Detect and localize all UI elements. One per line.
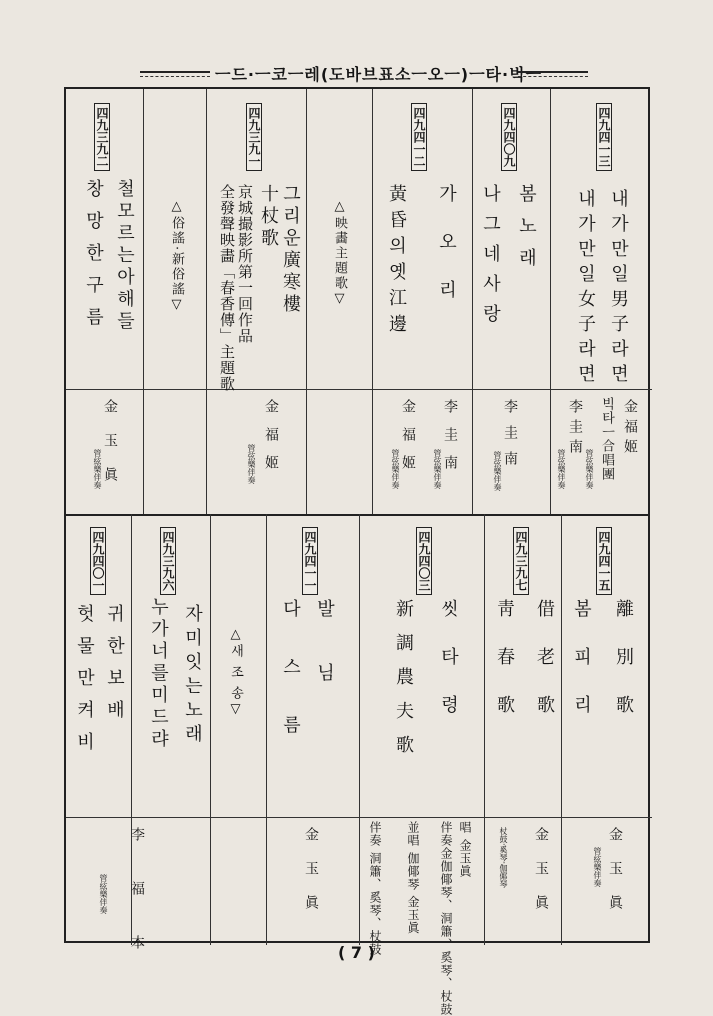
header-ornament-left [140, 71, 210, 77]
record-number: 四九四一二 [411, 103, 427, 171]
col-divider [306, 89, 307, 514]
song-title: 黃昏의옛江邊 [386, 184, 407, 340]
song-title: 봄노래 [516, 184, 537, 280]
col-divider [359, 514, 360, 945]
song-title: 다스름 [280, 599, 301, 773]
song-subtitle: 京城撮影所第一回作品 [236, 184, 254, 344]
header-title: ㅡ드·ㅡ코ㅡ레(도바브표소ㅡ오ㅡ)ㅡ타·빅ㅡ [215, 65, 542, 84]
section-category: △새 조 송▽ [228, 627, 243, 719]
record-number: 四九三九二 [94, 103, 110, 171]
record-number: 四九四〇一 [90, 527, 106, 595]
accompaniment: 管絃樂伴奏 [99, 874, 108, 914]
col-divider [472, 89, 473, 514]
col-divider [143, 89, 144, 514]
record-number: 四九三九七 [513, 527, 529, 595]
song-title: 누가너를미드랴 [148, 597, 169, 751]
catalog-table [64, 87, 650, 1016]
accompaniment: 管弦樂伴奏 [433, 449, 442, 489]
song-subtitle: 全發聲映畵「春香傳」主題歌 [218, 184, 236, 392]
accompaniment: 杖鼓·奚琴·伽倻琴 [499, 827, 508, 889]
song-title: 新調農夫歌 [393, 599, 414, 769]
col-divider [550, 89, 551, 514]
accompaniment: 管絃樂伴奏 [93, 449, 102, 489]
record-number: 四九四一一 [302, 527, 318, 595]
accompaniment: 管弦樂伴奏 [391, 449, 400, 489]
performer: 金玉眞 [607, 827, 623, 929]
accompaniment: 伴奏 洞簫、奚琴、杖鼓 [368, 821, 382, 956]
page-header [0, 58, 713, 88]
song-title: 靑春歌 [494, 599, 515, 743]
col-divider [484, 514, 485, 945]
performer: 金玉眞 [533, 827, 549, 929]
record-number: 四九四〇三 [416, 527, 432, 595]
accompaniment: 管弦樂伴奏 [585, 449, 594, 489]
record-number: 四九四一五 [596, 527, 612, 595]
performer: 並唱 伽倻琴 金玉眞 [406, 821, 420, 935]
song-title: 나그네사랑 [480, 184, 501, 334]
song-title: 창망한구름 [83, 179, 104, 339]
song-title: 발님 [314, 599, 335, 727]
performer: 李圭南 [567, 399, 583, 459]
song-title: 씻타령 [438, 599, 459, 743]
performer: 金福姬 [622, 399, 638, 459]
record-number: 四九四一三 [596, 103, 612, 171]
song-title: 借老歌 [534, 599, 555, 743]
top-row-inner-divider [66, 389, 652, 390]
performer: 李圭南 [502, 399, 518, 477]
performer-group: 빅타ㅡ合唱團 [599, 397, 614, 481]
song-title: 十杖歌 [258, 184, 279, 250]
song-title: 헛물만켜비 [74, 604, 95, 764]
song-title: 자미잇는노래 [182, 604, 203, 748]
col-divider [266, 514, 267, 945]
song-title: 내가만일女子라면 [575, 189, 596, 389]
accompaniment: 管弦樂伴奏 [247, 444, 256, 484]
song-title: 귀한보배 [104, 604, 125, 732]
col-divider [206, 89, 207, 514]
performer: 金福姬 [263, 399, 279, 483]
col-divider [372, 89, 373, 514]
section-category: △映畵主題歌▽ [332, 199, 347, 308]
header-ornament-right [518, 71, 588, 77]
accompaniment: 管弦樂伴奏 [493, 451, 502, 491]
record-number: 四九三九一 [246, 103, 262, 171]
page-number: ( 7 ) [338, 943, 375, 962]
performer: 金福姬 [400, 399, 416, 483]
song-title: 내가만일男子라면 [608, 189, 629, 389]
record-number: 四九四〇九 [501, 103, 517, 171]
col-divider [210, 514, 211, 945]
song-title: 가오리 [436, 184, 457, 328]
performer: 唱 金玉眞 [458, 821, 472, 878]
section-category: △俗謠·新俗謠▽ [169, 199, 184, 315]
col-divider [561, 514, 562, 945]
record-number: 四九三九六 [160, 527, 176, 595]
performer: 李圭南 [442, 399, 458, 483]
accompaniment: 伴奏金伽倻琴、洞簫、奚琴、杖鼓 [439, 821, 453, 1016]
song-title: 철모르는아해들 [114, 179, 135, 333]
accompaniment: 管弦樂伴奏 [557, 449, 566, 489]
song-title: 그리운廣寒樓 [280, 184, 301, 316]
performer: 金玉眞 [102, 399, 118, 501]
accompaniment: 管絃樂伴奏 [593, 847, 602, 887]
performer: 李福本 [129, 827, 145, 989]
performer: 金玉眞 [303, 827, 319, 929]
song-title: 離別歌 [613, 599, 634, 743]
song-title: 봄피리 [571, 599, 592, 743]
